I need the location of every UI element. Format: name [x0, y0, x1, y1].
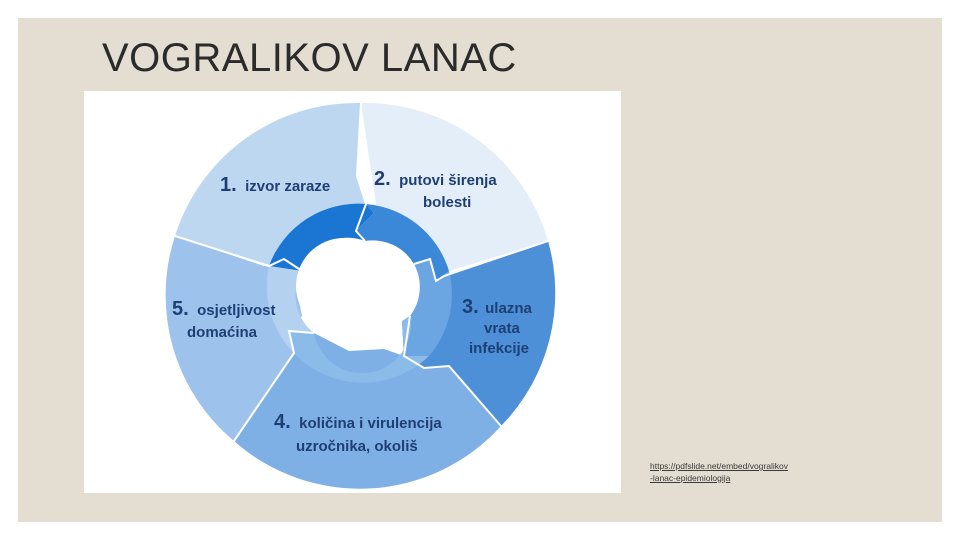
segment-2-label: 2. putovi širenja — [374, 168, 497, 190]
segment-2-label-line2: bolesti — [423, 194, 472, 211]
slide-title: VOGRALIKOV LANAC — [102, 36, 517, 80]
segment-1-label: 1. izvor zaraze — [220, 174, 331, 196]
chain-diagram — [84, 91, 621, 493]
segment-3-label: 3. ulazna — [462, 296, 532, 318]
segment-3-label-line3: infekcije — [469, 340, 530, 357]
segment-5-label-line2: domaćina — [187, 324, 258, 341]
center-hole — [296, 238, 392, 334]
chain-diagram-svg — [84, 91, 621, 493]
source-link[interactable]: https://pdfslide.net/embed/vogralikov-lanac-epidemiologija — [650, 461, 788, 483]
segment-3-label-line2: vrata — [484, 320, 520, 337]
segment-4-label: 4. količina i virulencija — [274, 411, 442, 433]
segment-5-label: 5. osjetljivost — [172, 298, 276, 320]
segment-4-label-line2: uzročnika, okoliš — [296, 438, 418, 455]
